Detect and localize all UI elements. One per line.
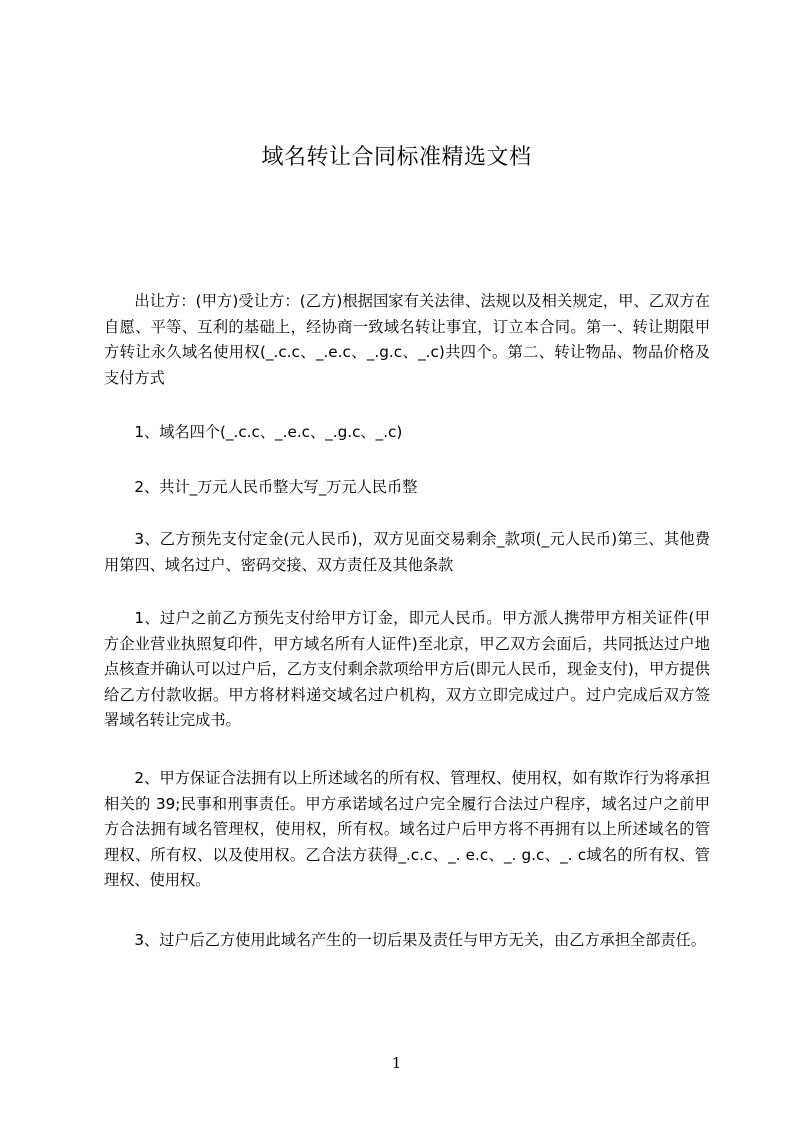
paragraph-parties: 出让方：(甲方)受让方：(乙方)根据国家有关法律、法规以及相关规定，甲、乙双方在自愿、平等、互利的基础上，经协商一致域名转让事宜，订立本合同。第一、转让期限甲方转让永久域名使用权(_.c.c、_.e.c、_.g.c、_.c)共四个。第二、转让物品、物品价格及支付方式 [104, 292, 710, 387]
page-number: 1 [391, 1054, 402, 1072]
document-title: 域名转让合同标准精选文档 [261, 145, 532, 170]
paragraph-clause-guarantee: 2、甲方保证合法拥有以上所述域名的所有权、管理权、使用权，如有欺诈行为将承担相关的 39;民事和刑事责任。甲方承诺域名过户完全履行合法过户程序，域名过户之前甲方合法拥有域名管理权，使用权，所有权。域名过户后甲方将不再拥有以上所述域名的管理权、所有权、以及使用权。乙合法方获得_.c.c、_. e.c、_. g.c、_. c域名的所有权、管理权、使用权。 [104, 769, 710, 890]
paragraph-item-domains: 1、域名四个(_.c.c、_.e.c、_.g.c、_.c) [134, 423, 403, 441]
paragraph-clause-liability: 3、过户后乙方使用此域名产生的一切后果及责任与甲方无关，由乙方承担全部责任。 [134, 931, 706, 949]
paragraph-item-total: 2、共计_万元人民币整大写_万元人民币整 [134, 478, 418, 496]
paragraph-item-deposit: 3、乙方预先支付定金(元人民币)，双方见面交易剩余_款项(_元人民币)第三、其他费用第四、域名过户、密码交接、双方责任及其他条款 [104, 530, 710, 574]
paragraph-clause-transfer: 1、过户之前乙方预先支付给甲方订金，即元人民币。甲方派人携带甲方相关证件(甲方企业营业执照复印件，甲方域名所有人证件)至北京，甲乙双方会面后，共同抵达过户地点核查并确认可以过户后，乙方支付剩余款项给甲方后(即元人民币，现金支付)，甲方提供给乙方付款收据。甲方将材料递交域名过户机构，双方立即完成过户。过户完成后双方签署域名转让完成书。 [104, 609, 710, 730]
